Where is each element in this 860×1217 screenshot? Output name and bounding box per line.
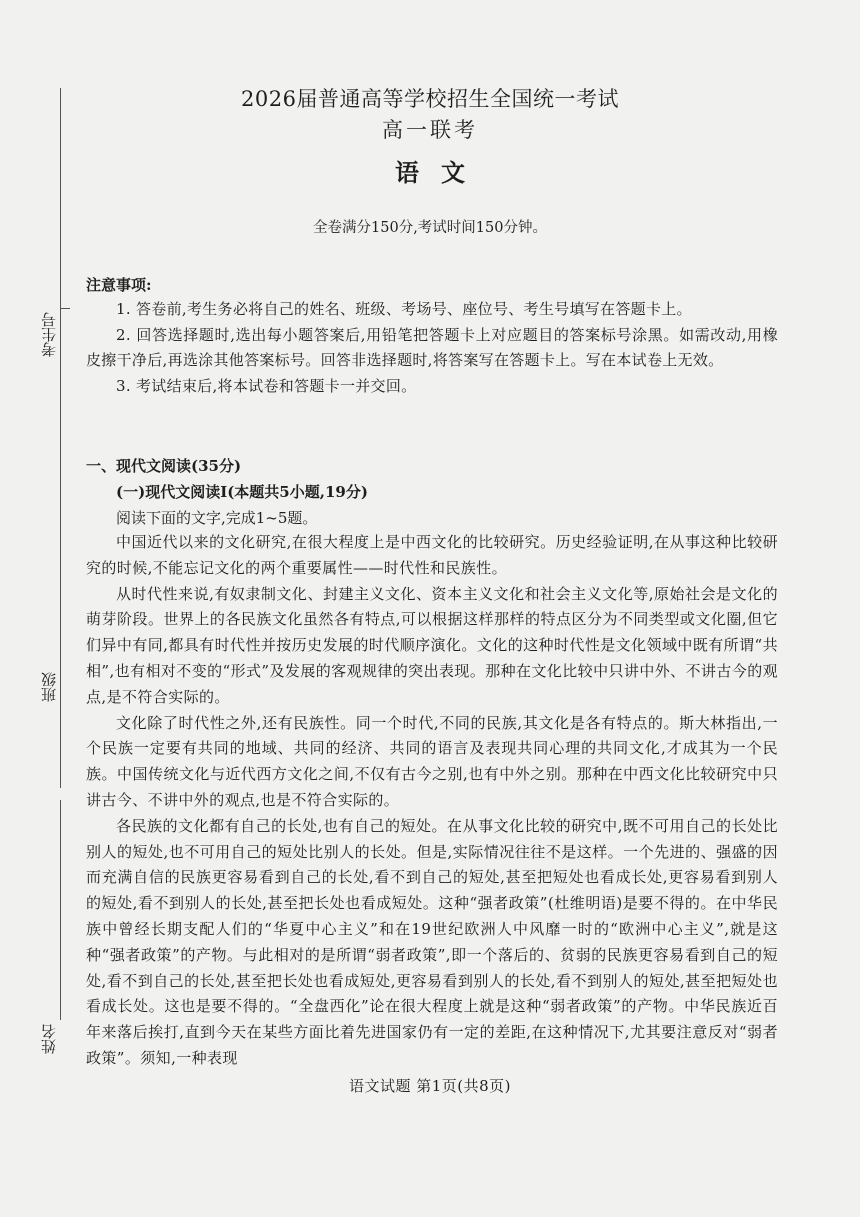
class-label: 班级 xyxy=(40,672,58,702)
page-footer: 语文试题 第1页(共8页) xyxy=(348,1077,512,1095)
reading-instruction: 阅读下面的文字,完成1~5题。 xyxy=(116,509,318,527)
name-label: 姓名 xyxy=(40,1024,58,1054)
binding-line-bottom xyxy=(60,800,61,1020)
section-heading: 一、现代文阅读(35分) xyxy=(86,457,242,475)
binding-line-middle xyxy=(60,448,61,788)
exam-number-label: 考生号 xyxy=(40,312,58,357)
passage-paragraph: 文化除了时代性之外,还有民族性。同一个时代,不同的民族,其文化是各有特点的。斯大林指出,一个民族一定要有共同的地域、共同的经济、共同的语言及表现共同心理的共同文化,才成其为一个民族。中国传统文化与近代西方文化之间,不仅有古今之别,也有中外之别。那种在中西文化比较研究中只讲古今、不讲中外的观点,也是不符合实际的。 xyxy=(86,713,778,809)
binding-line-top xyxy=(60,88,61,468)
notice-list xyxy=(86,297,778,399)
exam-subtitle: 高一联考 xyxy=(382,118,478,142)
exam-number-tick xyxy=(60,308,70,309)
subsection-heading: (一)现代文阅读Ⅰ(本题共5小题,19分) xyxy=(116,483,368,501)
exam-title: 2026届普通高等学校招生全国统一考试 xyxy=(241,87,619,111)
notice-item: 3. 考试结束后,将本试卷和答题卡一并交回。 xyxy=(116,376,417,395)
notice-item: 1. 答卷前,考生务必将自己的姓名、班级、考场号、座位号、考生号填写在答题卡上。 xyxy=(116,300,692,318)
passage-paragraph: 各民族的文化都有自己的长处,也有自己的短处。在从事文化比较的研究中,既不可用自己的长处比别人的短处,也不可用自己的短处比别人的长处。但是,实际情况往往不是这样。一个先进的、强盛的因而充满自信的民族更容易看到自己的长处,看不到自己的短处,甚至把短处也看成长处,更容易看到别人的短处,看不到别人的长处,甚至把长处也看成短处。这种“强者政策”(杜维明语)是要不得的。在中华民族中曾经长期支配人们的“华夏中心主义”和在19世纪欧洲人中风靡一时的“欧洲中心主义”,就是这种“强者政策”的产物。与此相对的是所谓“弱者政策”,即一个落后的、贫弱的民族更容易看到自己的短处,看不到自己的长处,甚至把长处也看成短处,更容易看到别人的长处,看不到别人的短处,甚至把短处也看成长处。这也是要不得的。“全盘西化”论在很大程度上就是这种“弱者政策”的产物。中华民族近百年来落后挨打,直到今天在某些方面比着先进国家仍有一定的差距,在这种情况下,尤其要注意反对“弱者政策”。须知,一种表现 xyxy=(86,816,778,1067)
reading-passage xyxy=(86,530,778,1072)
notice-heading: 注意事项: xyxy=(86,276,152,294)
passage-paragraph: 从时代性来说,有奴隶制文化、封建主义文化、资本主义文化和社会主义文化等,原始社会是文化的萌芽阶段。世界上的各民族文化虽然各有特点,可以根据这样那样的特点区分为不同类型或文化圈,但它们异中有同,都具有时代性并按历史发展的时代顺序演化。文化的这种时代性是文化领域中既有所谓“共相”,也有相对不变的“形式”及发展的客观规律的突出表现。那种在文化比较中只讲中外、不讲古今的观点,是不符合实际的。 xyxy=(86,584,778,706)
passage-paragraph: 中国近代以来的文化研究,在很大程度上是中西文化的比较研究。历史经验证明,在从事这种比较研究的时候,不能忘记文化的两个重要属性——时代性和民族性。 xyxy=(86,533,778,577)
notice-item: 2. 回答选择题时,选出每小题答案后,用铅笔把答题卡上对应题目的答案标号涂黑。如需改动,用橡皮擦干净后,再选涂其他答案标号。回答非选择题时,将答案写在答题卡上。写在本试卷上无效。 xyxy=(86,325,779,369)
subject-title: 语文 xyxy=(395,158,487,187)
score-note: 全卷满分150分,考试时间150分钟。 xyxy=(313,220,547,236)
